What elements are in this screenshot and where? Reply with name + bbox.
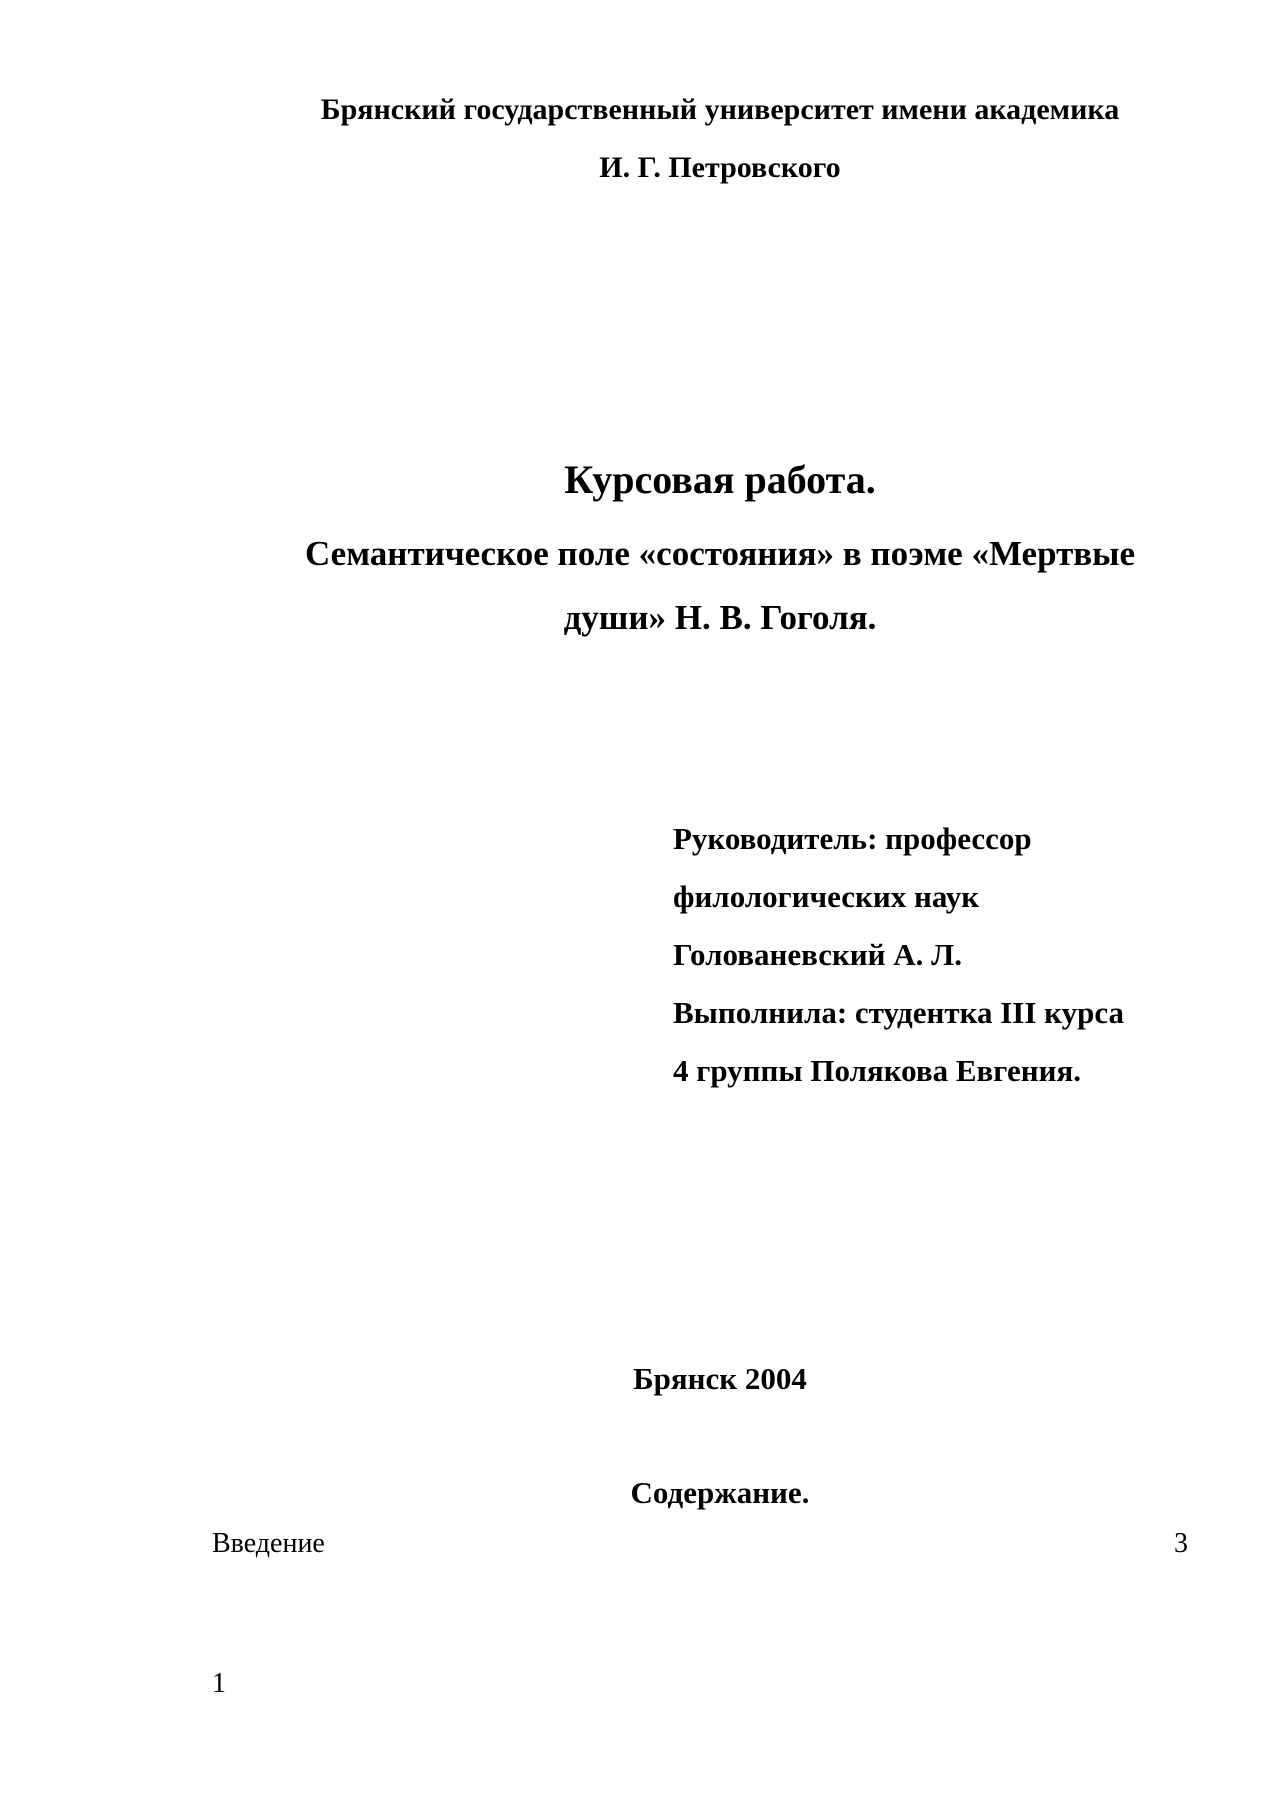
page-number: 1 bbox=[212, 1668, 226, 1699]
university-name-line-1: Брянский государственный университет имени академика bbox=[320, 93, 1120, 126]
city-year: Брянск 2004 bbox=[633, 1361, 807, 1396]
supervisor-name: Голованевский А. Л. bbox=[673, 937, 963, 972]
university-name-line-2: И. Г. Петровского bbox=[599, 151, 841, 184]
contents-heading: Содержание. bbox=[630, 1475, 810, 1510]
document-subtitle-line-2: души» Н. В. Гоголя. bbox=[563, 598, 877, 637]
supervisor-line-2: филологических наук bbox=[673, 879, 980, 914]
supervisor-line-1: Руководитель: профессор bbox=[673, 821, 1032, 856]
toc-entry-label: Введение bbox=[212, 1528, 325, 1559]
author-line-1: Выполнила: студентка III курса bbox=[673, 995, 1124, 1030]
toc-entry-page: 3 bbox=[1174, 1528, 1188, 1559]
author-line-2: 4 группы Полякова Евгения. bbox=[673, 1053, 1081, 1088]
document-title: Курсовая работа. bbox=[564, 457, 876, 502]
document-subtitle-line-1: Семантическое поле «состояния» в поэме «Мертвые bbox=[304, 534, 1136, 573]
